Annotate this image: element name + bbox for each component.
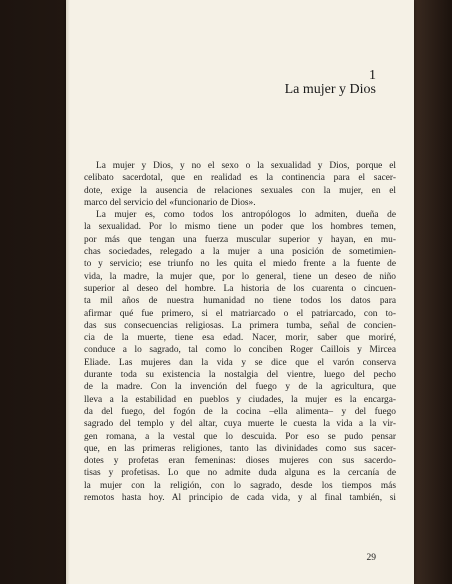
page-gutter-shadow [66, 0, 70, 584]
text-line: da del fuego, del fogón de la cocina –ella alimenta– y del fuego [84, 406, 396, 417]
text-line: celibato sacerdotal, que en realidad es la continencia para el sacer- [84, 173, 396, 184]
text-line: afirmar qué fue primero, si el matriarcado o el patriarcado, con to- [84, 308, 396, 319]
text-line: remotos hasta hoy. Al principio de cada vida, y al final también, si [84, 493, 396, 504]
text-line: chas sociedades, relegado a la mujer a una posición de sometimien- [84, 247, 396, 258]
text-line: sagrado del templo y del altar, cuya muerte le cuesta la vida a la vir- [84, 419, 396, 430]
text-line: que, en las primeras religiones, tanto las divinidades como sus sacer- [84, 443, 396, 454]
text-line: ta mil años de nuestra humanidad no tiene todos los datos para [84, 296, 396, 307]
text-line: por más que tengan una fuerza muscular superior y hayan, en mu- [84, 234, 396, 245]
book-page [66, 0, 414, 584]
text-line: lleva a la estabilidad en pueblos y ciudades, la mujer es la encarga- [84, 394, 396, 405]
text-line: marco del servicio del «funcionario de Dios». [84, 197, 256, 208]
text-line: dote, exige la ausencia de relaciones sexuales con la mujer, en el [84, 185, 396, 196]
text-line: La mujer y Dios, y no el sexo o la sexualidad y Dios, porque el [96, 161, 396, 171]
text-line: Eliade. Las mujeres dan la vida y se dice que el varón conserva [84, 357, 396, 368]
text-line: to y servicio; ese triunfo no les quita el miedo frente a la fuente de [84, 259, 396, 270]
chapter-title: La mujer y Dios [284, 82, 376, 97]
text-line: La mujer es, como todos los antropólogos lo admiten, dueña de [96, 210, 396, 221]
page-number: 29 [366, 553, 376, 563]
text-line: vida, la madre, la mujer que, por lo general, tiene un deseo de niño [84, 271, 396, 282]
text-line: tisas y profetisas. Lo que no admite duda alguna es la cercanía de [84, 468, 396, 479]
text-line: la mujer con la religión, con lo sagrado, desde los tiempos más [84, 480, 396, 491]
text-line: das sus consecuencias religiosas. La primera tumba, señal de concien- [84, 320, 396, 331]
text-line: conduce a lo sagrado, tal como lo conciben Roger Caillois y Mircea [84, 345, 396, 356]
text-line: dotes y profetas eran femeninas: dioses mujeres con sus sacerdo- [84, 456, 396, 467]
text-line: la sexualidad. Por lo mismo tiene un poder que los hombres temen, [84, 222, 396, 233]
text-line: durante toda su existencia la nostalgia del vientre, luego del pecho [84, 370, 396, 381]
book-cover-edge [414, 0, 452, 584]
body-text [84, 160, 396, 504]
text-line: superior al deseo del hombre. La historia de los cuarenta o cincuen- [84, 283, 396, 294]
text-line: gen romana, a la vestal que lo descuida. Por eso se pudo pensar [84, 431, 396, 442]
text-line: cia de la muerte, tiene esa edad. Nacer, morir, saber que moriré, [84, 333, 396, 344]
text-line: de la madre. Con la invención del fuego y de la agricultura, que [84, 382, 396, 393]
chapter-number: 1 [369, 68, 376, 83]
